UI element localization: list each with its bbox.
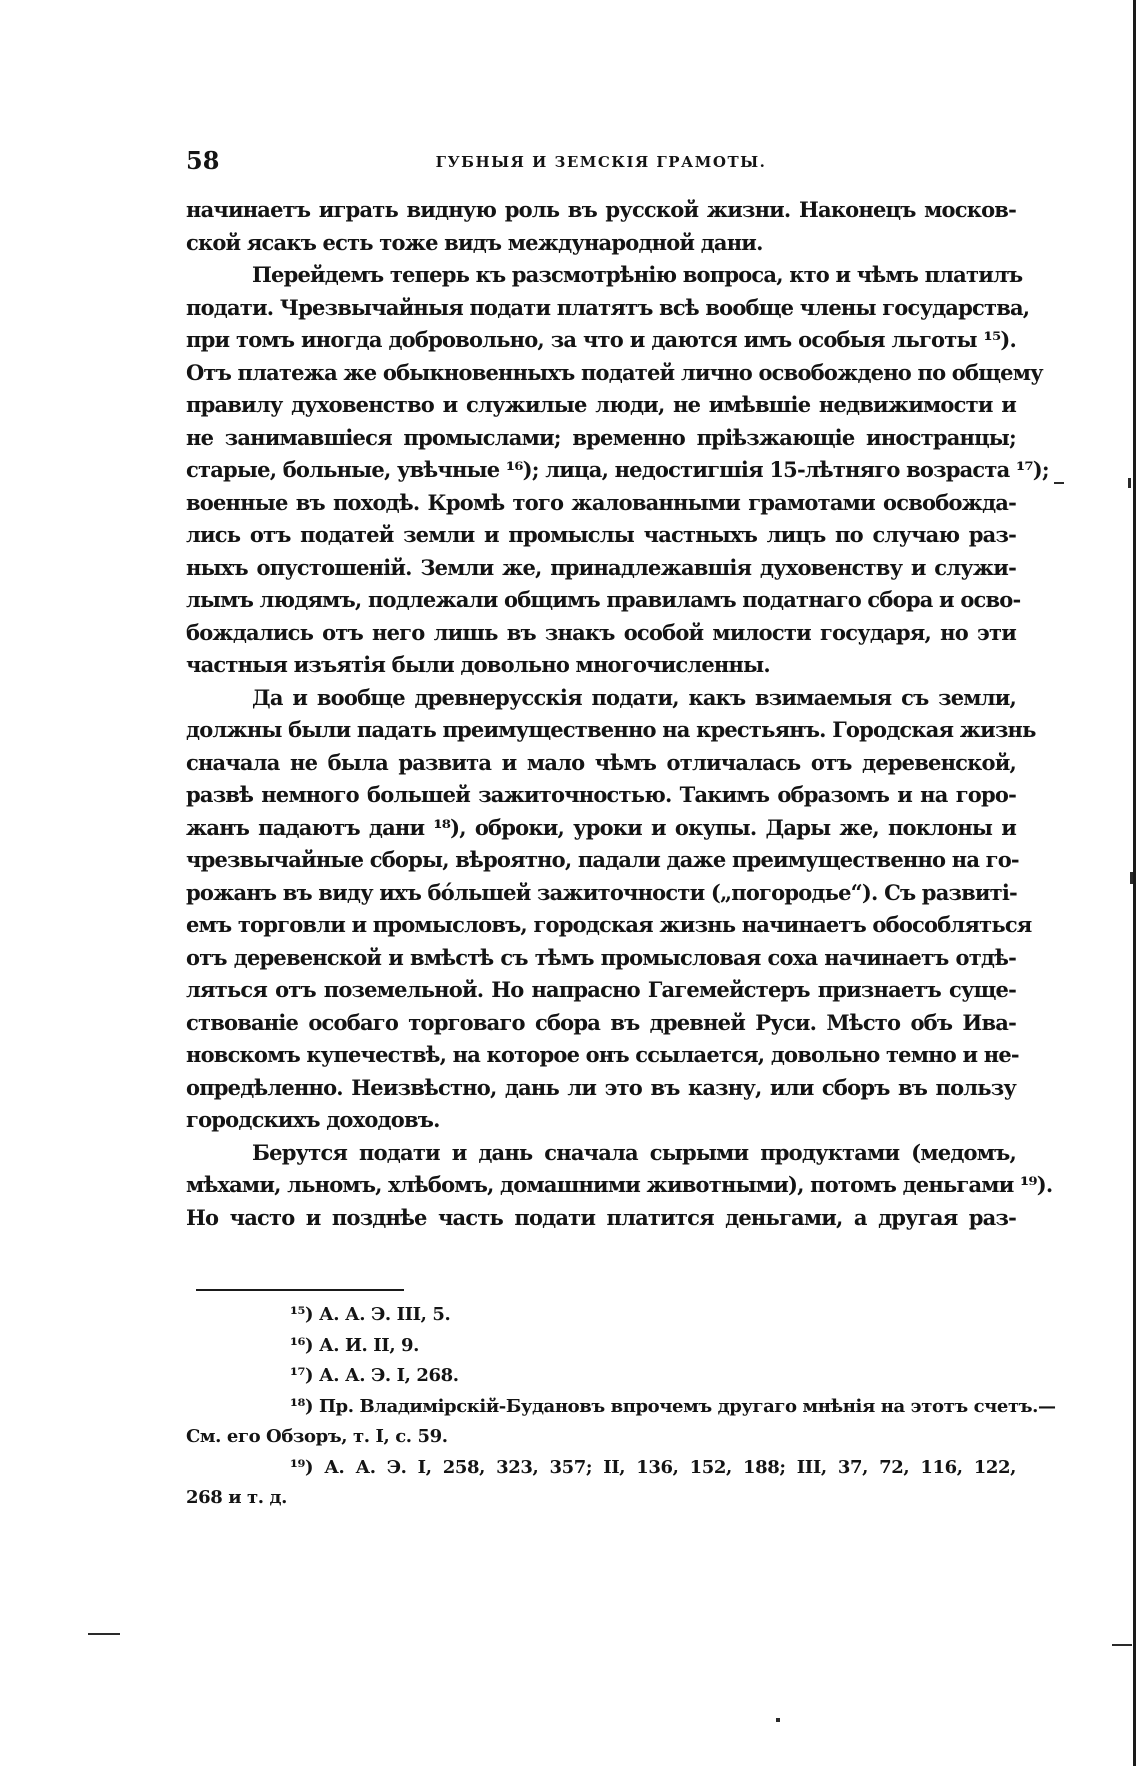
text-line: лись отъ податей земли и промыслы частныхъ лицъ по случаю раз- (186, 522, 1016, 547)
running-title: ГУБНЫЯ И ЗЕМСКІЯ ГРАМОТЫ. (435, 153, 767, 171)
text-line: ляться отъ поземельной. Но напрасно Гагемейстеръ признаетъ суще- (186, 977, 1016, 1002)
footnote-separator (196, 1289, 404, 1291)
scan-mark (88, 1633, 120, 1635)
text-line: частныя изъятія были довольно многочисленны. (186, 652, 770, 677)
text-line: при томъ иногда добровольно, за что и даются имъ особыя льготы ¹⁵). (186, 327, 1016, 352)
footnote-18: ¹⁸) Пр. Владимірскій-Будановъ впрочемъ другаго мнѣнія на этотъ счетъ.— (290, 1395, 1056, 1417)
text-line: старые, больные, увѣчные ¹⁶); лица, недостигшія 15-лѣтняго возраста ¹⁷); (186, 457, 1049, 482)
text-line: сначала не была развита и мало чѣмъ отличалась отъ деревенской, (186, 749, 1016, 775)
footnote-19-continuation: 268 и т. д. (186, 1487, 288, 1508)
text-line: не занимавшіеся промыслами; временно пріѣзжающіе иностранцы; (186, 424, 1016, 450)
text-line: подати. Чрезвычайныя подати платятъ всѣ вообще члены государства, (186, 294, 1030, 320)
text-line: емъ торговли и промысловъ, городская жизнь начинаетъ обособляться (186, 912, 1032, 937)
page-edge-rule (1133, 0, 1136, 1766)
text-line: опредѣленно. Неизвѣстно, дань ли это въ казну, или сборъ въ пользу (186, 1074, 1016, 1100)
footnote-17: ¹⁷) А. А. Э. I, 268. (290, 1365, 459, 1386)
body-text (186, 194, 1053, 1234)
footnote-15: ¹⁵) А. А. Э. III, 5. (290, 1304, 451, 1325)
page-header (186, 146, 1016, 176)
scan-mark (1054, 482, 1064, 484)
footnotes (186, 1300, 1056, 1514)
text-line: Да и вообще древнерусскія подати, какъ взимаемыя съ земли, (252, 684, 1016, 710)
text-line: жанъ падаютъ дани ¹⁸), оброки, уроки и окупы. Дары же, поклоны и (186, 814, 1016, 840)
text-line: чрезвычайные сборы, вѣроятно, падали даже преимущественно на го- (186, 847, 1019, 872)
scan-mark (1112, 1644, 1132, 1646)
text-line: лымъ людямъ, подлежали общимъ правиламъ податнаго сбора и осво- (186, 587, 1021, 612)
text-line: ствованіе особаго торговаго сбора въ древней Руси. Мѣсто объ Ива- (186, 1009, 1016, 1035)
text-line: должны были падать преимущественно на крестьянъ. Городская жизнь (186, 717, 1036, 742)
text-line: мѣхами, льномъ, хлѣбомъ, домашними животными), потомъ деньгами ¹⁹). (186, 1172, 1053, 1197)
footnote-16: ¹⁶) А. И. II, 9. (290, 1334, 420, 1356)
text-line: отъ деревенской и вмѣстѣ съ тѣмъ промысловая соха начинаетъ отдѣ- (186, 944, 1016, 970)
text-line: Перейдемъ теперь къ разсмотрѣнію вопроса, кто и чѣмъ платилъ (252, 262, 1023, 287)
text-line: Берутся подати и дань сначала сырыми продуктами (медомъ, (252, 1139, 1016, 1165)
text-line: начинаетъ играть видную роль въ русской жизни. Наконецъ москов- (186, 197, 1016, 222)
text-line: новскомъ купечествѣ, на которое онъ ссылается, довольно темно и не- (186, 1042, 1019, 1067)
footnote-18-continuation: См. его Обзоръ, т. I, с. 59. (186, 1426, 448, 1447)
text-line: военные въ походѣ. Кромѣ того жалованными грамотами освобожда- (186, 489, 1016, 515)
scan-mark (776, 1718, 780, 1722)
footnote-19: ¹⁹) А. А. Э. I, 258, 323, 357; II, 136, 152, 188; III, 37, 72, 116, 122, (290, 1456, 1016, 1478)
text-line: развѣ немного большей зажиточностью. Такимъ образомъ и на горо- (186, 782, 1016, 807)
text-line: ской ясакъ есть тоже видъ международной дани. (186, 229, 763, 255)
scan-mark (1130, 872, 1133, 884)
page-number: 58 (186, 146, 220, 175)
text-line: Отъ платежа же обыкновенныхъ податей лично освобождено по общему (186, 359, 1043, 385)
text-line: правилу духовенство и служилые люди, не имѣвшіе недвижимости и (186, 392, 1016, 417)
scan-mark (1128, 478, 1131, 488)
text-line: рожанъ въ виду ихъ бо́льшей зажиточности („погородье“). Съ развиті- (186, 879, 1017, 905)
text-line: бождались отъ него лишь въ знакъ особой милости государя, но эти (186, 619, 1016, 645)
text-line: городскихъ доходовъ. (186, 1107, 440, 1132)
text-line: Но часто и позднѣе часть подати платится деньгами, а другая раз- (186, 1204, 1016, 1230)
text-line: ныхъ опустошеній. Земли же, принадлежавшія духовенству и служи- (186, 554, 1016, 580)
